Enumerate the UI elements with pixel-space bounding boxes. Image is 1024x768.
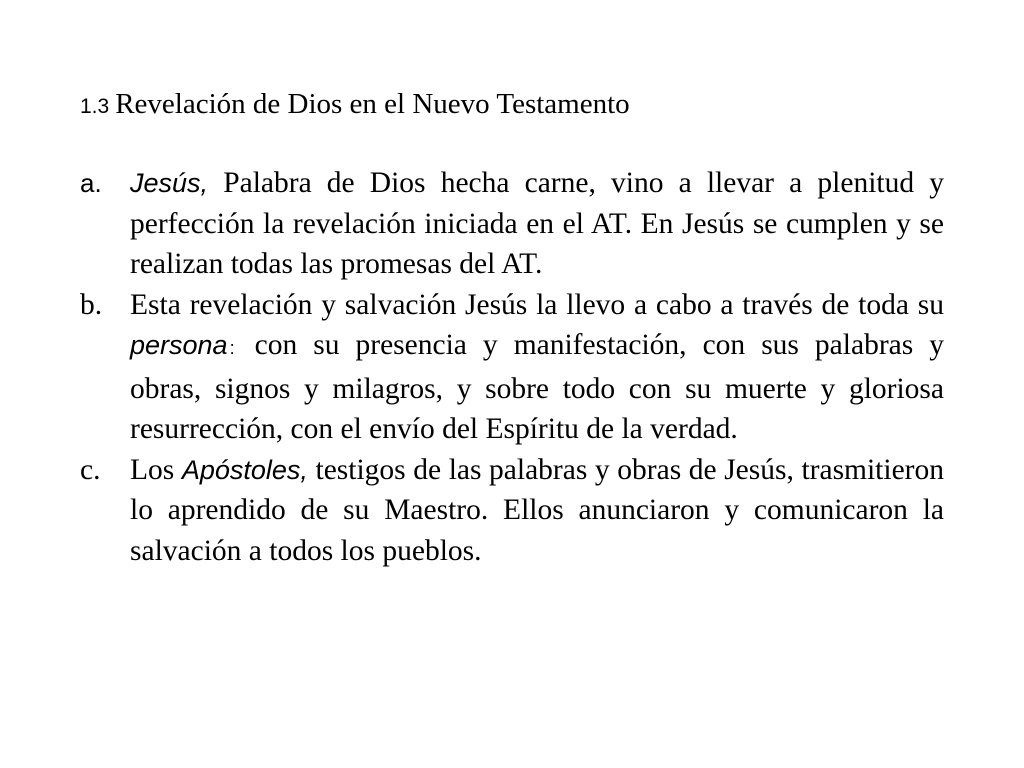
item-text-before: Esta revelación y salvación Jesús la llevo a cabo a través de toda su	[130, 288, 944, 321]
emphasis-persona: persona	[130, 330, 228, 360]
slide-title	[80, 84, 630, 127]
colon: :	[229, 338, 235, 358]
list-item-b	[80, 285, 944, 450]
item-text: Palabra de Dios hecha carne, vino a llevar a plenitud y perfección la revelación iniciada en el AT. En Jesús se cumplen y se realizan todas las promesas del AT.	[130, 167, 944, 280]
section-number: 1.3	[80, 95, 110, 118]
list-marker: c.	[80, 453, 101, 486]
title-text: Revelación de Dios en el Nuevo Testamento	[115, 88, 630, 120]
list-item-a	[80, 163, 944, 285]
emphasis-jesus: Jesús,	[130, 168, 209, 198]
item-text-after: testigos de las palabras y obras de Jesús, trasmitieron lo aprendido de su Maestro. Ellos anunciaron y comunicaron la salvación a todos los pueblos.	[130, 453, 944, 567]
list-marker: b.	[80, 288, 103, 321]
item-text-before: Los	[130, 453, 182, 486]
item-text-after: con su presencia y manifestación, con sus palabras y obras, signos y milagros, y sobre todo con su muerte y gloriosa resurrección, con el envío del Espíritu de la verdad.	[130, 329, 944, 445]
list-marker: a.	[80, 168, 102, 198]
bullet-list	[80, 163, 944, 571]
emphasis-apostoles: Apóstoles,	[181, 454, 308, 485]
list-item-c	[80, 450, 944, 572]
